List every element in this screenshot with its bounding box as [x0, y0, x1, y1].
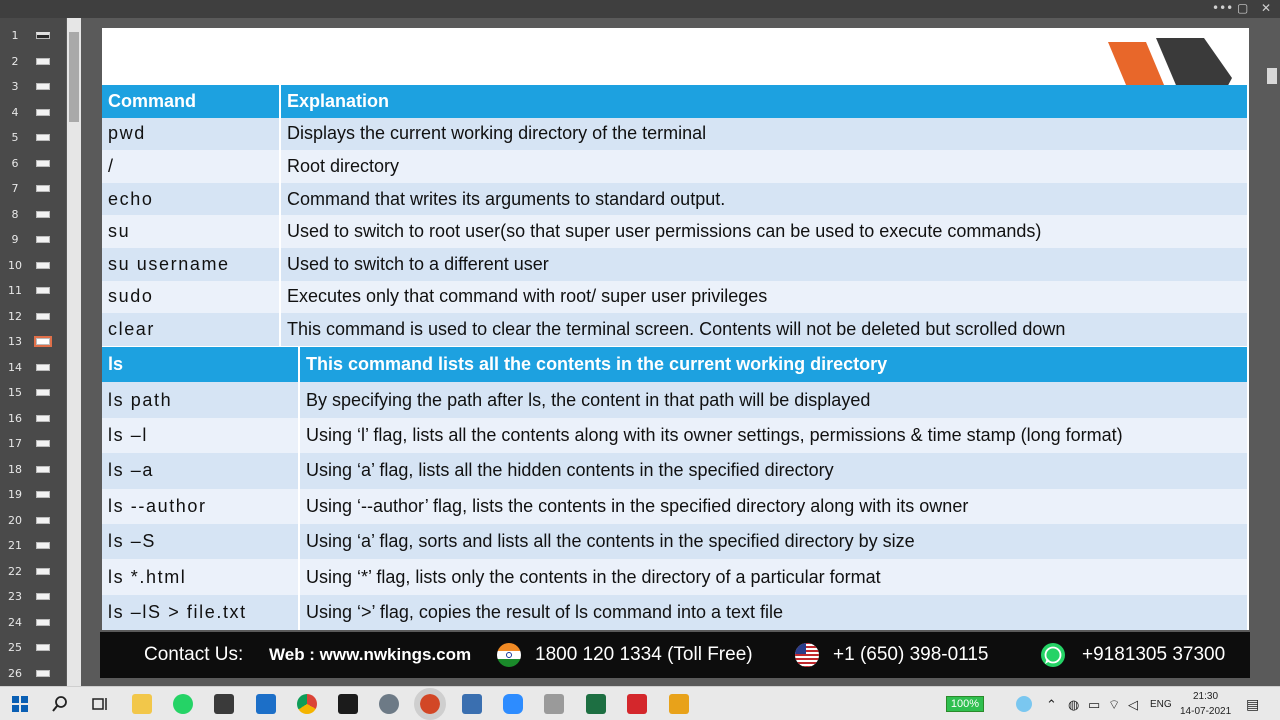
- command-cell: ls *.html: [102, 559, 299, 594]
- slide-thumbnail[interactable]: [36, 644, 50, 651]
- slide-thumbnail[interactable]: [36, 517, 50, 524]
- explanation-cell: Displays the current working directory of the terminal: [280, 118, 1248, 151]
- command-cell: ls –S: [102, 524, 299, 559]
- slide-thumbnail[interactable]: [36, 466, 50, 473]
- table-header-row: [102, 347, 1248, 382]
- slide-number[interactable]: 15: [8, 386, 22, 399]
- explanation-cell: This command is used to clear the terminal screen. Contents will not be deleted but scrolled down: [280, 313, 1248, 346]
- command-cell: /: [102, 150, 280, 183]
- slide-canvas: [102, 28, 1249, 630]
- table-row: [102, 118, 1248, 151]
- main-scrollbar-thumb[interactable]: [1267, 68, 1277, 84]
- slide-thumbnail-rail: [0, 18, 66, 686]
- india-flag-icon: [496, 642, 522, 668]
- column-header-command: ls: [102, 347, 299, 382]
- slide-number[interactable]: 9: [11, 233, 19, 246]
- slide-number[interactable]: 23: [8, 590, 22, 603]
- column-header-explanation: This command lists all the contents in the current working directory: [299, 347, 1248, 382]
- slide-thumbnail[interactable]: [36, 109, 50, 116]
- command-cell: clear: [102, 313, 280, 346]
- command-cell: ls –lS > file.txt: [102, 595, 299, 630]
- explanation-cell: Root directory: [280, 150, 1248, 183]
- main-scrollbar[interactable]: [1264, 18, 1280, 686]
- slide-number[interactable]: 2: [11, 54, 19, 68]
- slide-number[interactable]: 4: [11, 105, 19, 119]
- slide-number[interactable]: 6: [11, 156, 19, 170]
- slide-number[interactable]: 11: [8, 284, 22, 297]
- explanation-cell: By specifying the path after ls, the content in that path will be displayed: [299, 382, 1248, 417]
- column-header-command: Command: [102, 85, 280, 118]
- table-row: [102, 215, 1248, 248]
- notifications-icon[interactable]: ▤: [1246, 696, 1260, 712]
- table-row: [102, 489, 1248, 524]
- excel-icon[interactable]: [586, 694, 606, 714]
- close-icon[interactable]: ✕: [1261, 1, 1272, 15]
- language-indicator[interactable]: ENG: [1150, 699, 1172, 710]
- more-options-icon[interactable]: •••: [1212, 1, 1234, 15]
- command-cell: ls path: [102, 382, 299, 417]
- slide-number[interactable]: 1: [11, 29, 19, 42]
- slide-number[interactable]: 10: [8, 258, 22, 272]
- explanation-cell: Command that writes its arguments to standard output.: [280, 183, 1248, 216]
- slide-number[interactable]: 12: [8, 309, 22, 323]
- table-row: [102, 183, 1248, 216]
- table-header-row: [102, 85, 1248, 118]
- powerpoint-icon[interactable]: [420, 694, 440, 714]
- slide-thumbnail[interactable]: [36, 415, 50, 422]
- snipping-tool-icon[interactable]: [379, 694, 399, 714]
- table-row: [102, 313, 1248, 346]
- mail-icon[interactable]: [256, 694, 276, 714]
- basic-commands-table: [102, 85, 1249, 346]
- slide-number[interactable]: 8: [11, 207, 19, 221]
- windows-start-icon[interactable]: [10, 694, 30, 714]
- clock-date[interactable]: 14-07-2021: [1180, 706, 1232, 717]
- volume-icon[interactable]: ◁: [1128, 697, 1138, 712]
- battery-indicator[interactable]: 100%: [946, 696, 984, 712]
- command-cell: ls –l: [102, 418, 299, 453]
- terminal-icon[interactable]: [338, 694, 358, 714]
- us-flag-icon: [794, 642, 820, 668]
- rail-scrollbar[interactable]: [67, 18, 81, 686]
- explanation-cell: Using ‘l’ flag, lists all the contents along with its owner settings, permissions & time stamp (long format): [299, 418, 1248, 453]
- command-cell: echo: [102, 183, 280, 216]
- slide-number[interactable]: 21: [8, 539, 22, 552]
- us-phone: +1 (650) 398-0115: [833, 644, 989, 665]
- explanation-cell: Using ‘>’ flag, copies the result of ls command into a text file: [299, 595, 1248, 630]
- command-cell: su: [102, 215, 280, 248]
- slide-number[interactable]: 3: [11, 80, 19, 93]
- india-phone: 1800 120 1334 (Toll Free): [535, 644, 753, 665]
- slide-thumbnail[interactable]: [36, 670, 50, 677]
- slide-number[interactable]: 25: [8, 641, 22, 654]
- slide-number[interactable]: 14: [8, 360, 22, 374]
- restore-icon[interactable]: ▢: [1237, 1, 1249, 15]
- acrobat-icon[interactable]: [627, 694, 647, 714]
- whatsapp-icon: [1040, 642, 1066, 668]
- contact-label: Contact Us:: [144, 644, 244, 665]
- slide-number[interactable]: 22: [8, 564, 22, 578]
- windows-taskbar: [0, 686, 1280, 720]
- ls-commands-table: [102, 347, 1249, 630]
- slide-thumbnail[interactable]: [36, 185, 50, 192]
- slide-thumbnail[interactable]: [36, 440, 50, 447]
- slide-number[interactable]: 13: [8, 335, 22, 348]
- explanation-cell: Using ‘--author’ flag, lists the contents in the specified directory along with its owner: [299, 489, 1248, 524]
- table-row: [102, 418, 1248, 453]
- zoom-icon[interactable]: [503, 694, 523, 714]
- explanation-cell: Used to switch to a different user: [280, 248, 1248, 281]
- wifi-icon[interactable]: ⌔: [1108, 697, 1121, 712]
- table-row: [102, 248, 1248, 281]
- slide-thumbnail[interactable]: [36, 32, 50, 39]
- search-icon[interactable]: [50, 694, 70, 714]
- table-row: [102, 524, 1248, 559]
- file-explorer-icon[interactable]: [132, 694, 152, 714]
- slide-thumbnail[interactable]: [36, 287, 50, 294]
- explanation-cell: Using ‘a’ flag, lists all the hidden contents in the specified directory: [299, 453, 1248, 488]
- slide-number[interactable]: 17: [8, 437, 22, 450]
- slide-number[interactable]: 5: [11, 131, 19, 144]
- table-row: [102, 595, 1248, 630]
- chevron-up-icon[interactable]: ⌃: [1046, 697, 1057, 712]
- command-cell: sudo: [102, 281, 280, 314]
- slide-number[interactable]: 20: [8, 513, 22, 527]
- slide-thumbnail[interactable]: [36, 619, 50, 626]
- command-cell: su username: [102, 248, 280, 281]
- slide-thumbnail[interactable]: [36, 338, 50, 345]
- whatsapp-app-icon[interactable]: [173, 694, 193, 714]
- app-icon[interactable]: [669, 694, 689, 714]
- task-view-icon[interactable]: [90, 694, 110, 714]
- table-row: [102, 150, 1248, 183]
- virtualbox-icon[interactable]: [462, 694, 482, 714]
- slide-number[interactable]: 7: [11, 182, 19, 195]
- slide-thumbnail[interactable]: [36, 593, 50, 600]
- printer-icon[interactable]: ▭: [1088, 697, 1101, 712]
- clock-time[interactable]: 21:30: [1193, 691, 1219, 702]
- weather-icon[interactable]: [1016, 696, 1032, 712]
- rail-scrollbar-thumb[interactable]: [69, 32, 79, 122]
- window-title-bar: [0, 0, 1280, 18]
- slide-number[interactable]: 18: [8, 462, 22, 476]
- slide-number[interactable]: 16: [8, 411, 22, 425]
- whatsapp-phone: +9181305 37300: [1082, 644, 1226, 665]
- slide-thumbnail[interactable]: [36, 491, 50, 498]
- table-row: [102, 382, 1248, 417]
- slide-number[interactable]: 26: [8, 666, 22, 680]
- slide-thumbnail[interactable]: [36, 83, 50, 90]
- explanation-cell: Executes only that command with root/ super user privileges: [280, 281, 1248, 314]
- slide-thumbnail[interactable]: [36, 262, 50, 269]
- table-row: [102, 559, 1248, 594]
- slide-thumbnail[interactable]: [36, 236, 50, 243]
- slide-number[interactable]: 24: [8, 615, 22, 629]
- slide-thumbnail[interactable]: [36, 313, 50, 320]
- table-row: [102, 281, 1248, 314]
- slide-thumbnail[interactable]: [36, 542, 50, 549]
- slide-thumbnail[interactable]: [36, 364, 50, 371]
- command-cell: pwd: [102, 118, 280, 151]
- slide-thumbnail[interactable]: [36, 568, 50, 575]
- command-cell: ls –a: [102, 453, 299, 488]
- website-text: Web : www.nwkings.com: [269, 645, 472, 664]
- explanation-cell: Using ‘a’ flag, sorts and lists all the contents in the specified directory by size: [299, 524, 1248, 559]
- slide-thumbnail[interactable]: [36, 58, 50, 65]
- chrome-icon[interactable]: [297, 694, 317, 714]
- slide-number[interactable]: 19: [8, 488, 22, 501]
- column-header-explanation: Explanation: [280, 85, 1248, 118]
- table-row: [102, 453, 1248, 488]
- slide-thumbnail[interactable]: [36, 211, 50, 218]
- explanation-cell: Used to switch to root user(so that super user permissions can be used to execute commands): [280, 215, 1248, 248]
- slide-thumbnail[interactable]: [36, 160, 50, 167]
- command-cell: ls --author: [102, 489, 299, 524]
- network-icon[interactable]: ◍: [1068, 697, 1080, 712]
- slide-thumbnail[interactable]: [36, 134, 50, 141]
- app-icon[interactable]: [544, 694, 564, 714]
- contact-banner: [100, 632, 1250, 678]
- explanation-cell: Using ‘*’ flag, lists only the contents in the directory of a particular format: [299, 559, 1248, 594]
- slide-thumbnail[interactable]: [36, 389, 50, 396]
- store-icon[interactable]: [214, 694, 234, 714]
